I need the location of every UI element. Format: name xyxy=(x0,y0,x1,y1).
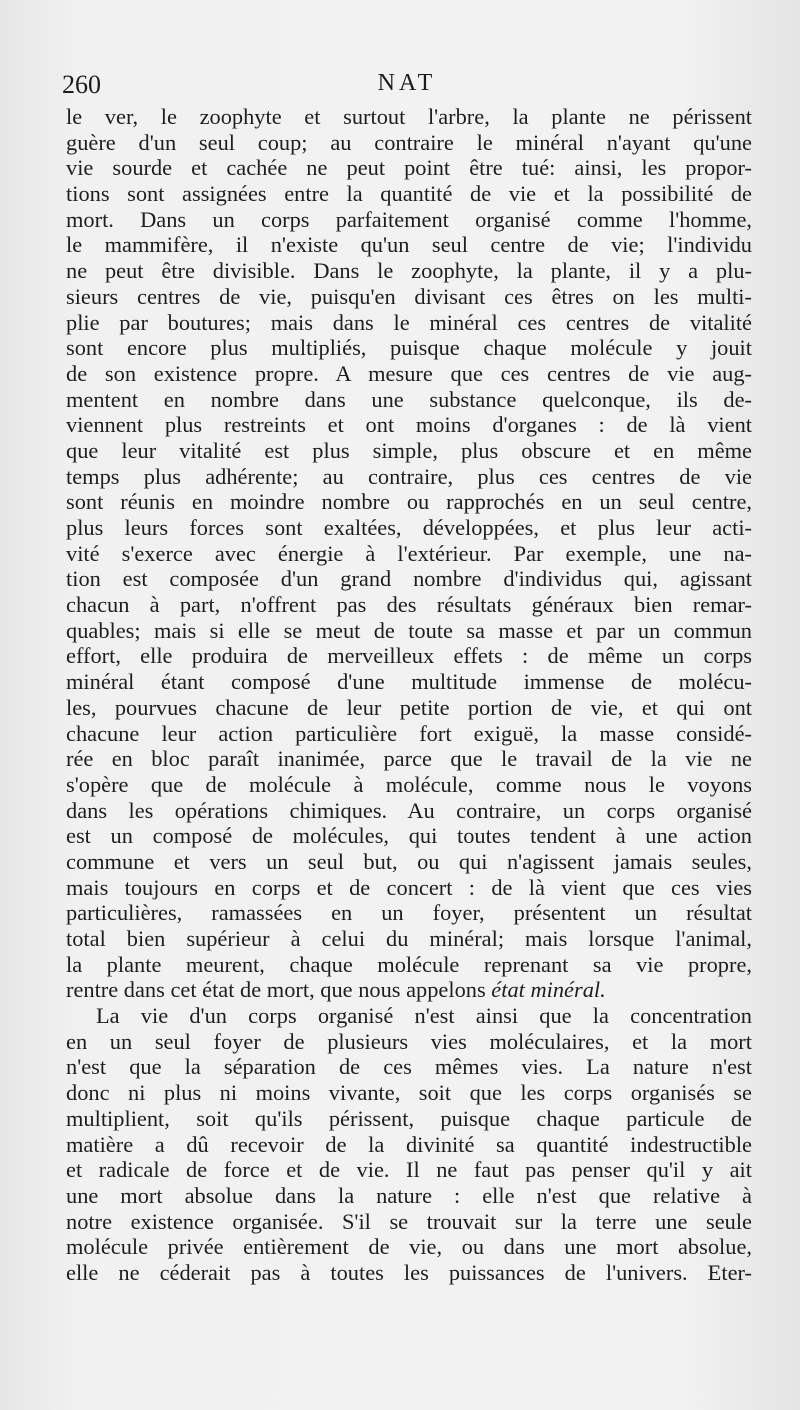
text-line: mentent en nombre dans une substance quelconque, ils de- xyxy=(66,386,752,412)
running-head: NAT xyxy=(377,70,437,96)
text-line: quables; mais si elle se meut de toute sa masse et par un commun xyxy=(66,617,752,643)
text-line: vie sourde et cachée ne peut point être tué: ainsi, les propor- xyxy=(66,155,752,181)
paragraph-1 xyxy=(66,104,752,977)
text-line: guère d'un seul coup; au contraire le minéral n'ayant qu'une xyxy=(66,129,752,155)
text-line: plie par boutures; mais dans le minéral ces centres de vitalité xyxy=(66,309,752,335)
text-line: plus leurs forces sont exaltées, développées, et plus leur acti- xyxy=(66,515,752,540)
text-line: multiplient, soit qu'ils périssent, puisque chaque particule de xyxy=(66,1105,752,1131)
text-line: n'est que la séparation de ces mêmes vies. La nature n'est xyxy=(66,1054,752,1080)
text-line: le ver, le zoophyte et surtout l'arbre, la plante ne périssent xyxy=(66,104,752,129)
text-line: dans les opérations chimiques. Au contraire, un corps organisé xyxy=(66,797,752,823)
text-line: mort. Dans un corps parfaitement organisé comme l'homme, xyxy=(66,206,752,232)
text-line: vité s'exerce avec énergie à l'extérieur. Par exemple, une na- xyxy=(66,540,752,566)
text-line: donc ni plus ni moins vivante, soit que les corps organisés se xyxy=(66,1080,752,1106)
text-line: tions sont assignées entre la quantité de vie et la possibilité de xyxy=(66,181,752,207)
text-line: rentre dans cet état de mort, que nous appelons état minéral. xyxy=(66,977,606,1003)
text-line: tion est composée d'un grand nombre d'individus qui, agissant xyxy=(66,566,752,592)
text-line: sieurs centres de vie, puisqu'en divisant ces êtres on les multi- xyxy=(66,283,752,309)
text-line: elle ne céderait pas à toutes les puissances de l'univers. Eter- xyxy=(66,1259,752,1285)
text-line: les, pourvues chacune de leur petite portion de vie, et qui ont xyxy=(66,694,752,720)
page-number: 260 xyxy=(62,70,101,99)
text-line: matière a dû recevoir de la divinité sa quantité indestructible xyxy=(66,1131,752,1157)
text-line: mais toujours en corps et de concert : de là vient que ces vies xyxy=(66,874,752,900)
text-line: commune et vers un seul but, ou qui n'agissent jamais seules, xyxy=(66,848,752,874)
italic-term: état minéral. xyxy=(491,977,606,1003)
paragraph-2 xyxy=(66,1003,752,1286)
text-line: chacun à part, n'offrent pas des résultats généraux bien remar- xyxy=(66,592,752,618)
text-line: particulières, ramassées en un foyer, présentent un résultat xyxy=(66,900,752,926)
text-line: temps plus adhérente; au contraire, plus ces centres de vie xyxy=(66,463,752,489)
text-line: chacune leur action particulière fort exiguë, la masse considé- xyxy=(66,720,752,746)
text-line: sont réunis en moindre nombre ou rapprochés en un seul centre, xyxy=(66,489,752,515)
text-line: s'opère que de molécule à molécule, comme nous le voyons xyxy=(66,771,752,797)
text-line: une mort absolue dans la nature : elle n'est que relative à xyxy=(66,1182,752,1208)
text-line: ne peut être divisible. Dans le zoophyte, la plante, il y a plu- xyxy=(66,258,752,284)
text-line: sont encore plus multipliés, puisque chaque molécule y jouit xyxy=(66,335,752,361)
text-line: en un seul foyer de plusieurs vies moléculaires, et la mort xyxy=(66,1028,752,1054)
text-line: viennent plus restreints et ont moins d'organes : de là vient xyxy=(66,412,752,438)
text-line: rée en bloc paraît inanimée, parce que le travail de la vie ne xyxy=(66,746,752,772)
text-line: effort, elle produira de merveilleux effets : de même un corps xyxy=(66,643,752,669)
text-line: La vie d'un corps organisé n'est ainsi que la concentration xyxy=(96,1003,752,1029)
text-line: de son existence propre. A mesure que ces centres de vie aug- xyxy=(66,360,752,386)
text-line: que leur vitalité est plus simple, plus obscure et en même xyxy=(66,437,752,463)
text-line: est un composé de molécules, qui toutes tendent à une action xyxy=(66,823,752,849)
text-line: minéral étant composé d'une multitude immense de molécu- xyxy=(66,669,752,695)
text-line: la plante meurent, chaque molécule reprenant sa vie propre, xyxy=(66,951,752,977)
body-text xyxy=(66,104,752,1286)
text-line: le mammifère, il n'existe qu'un seul centre de vie; l'individu xyxy=(66,232,752,258)
text-line: notre existence organisée. S'il se trouvait sur la terre une seule xyxy=(66,1208,752,1234)
page-header xyxy=(62,70,752,100)
text-line: molécule privée entièrement de vie, ou dans une mort absolue, xyxy=(66,1234,752,1260)
text-line: et radicale de force et de vie. Il ne faut pas penser qu'il y ait xyxy=(66,1157,752,1183)
text-line: total bien supérieur à celui du minéral; mais lorsque l'animal, xyxy=(66,926,752,951)
